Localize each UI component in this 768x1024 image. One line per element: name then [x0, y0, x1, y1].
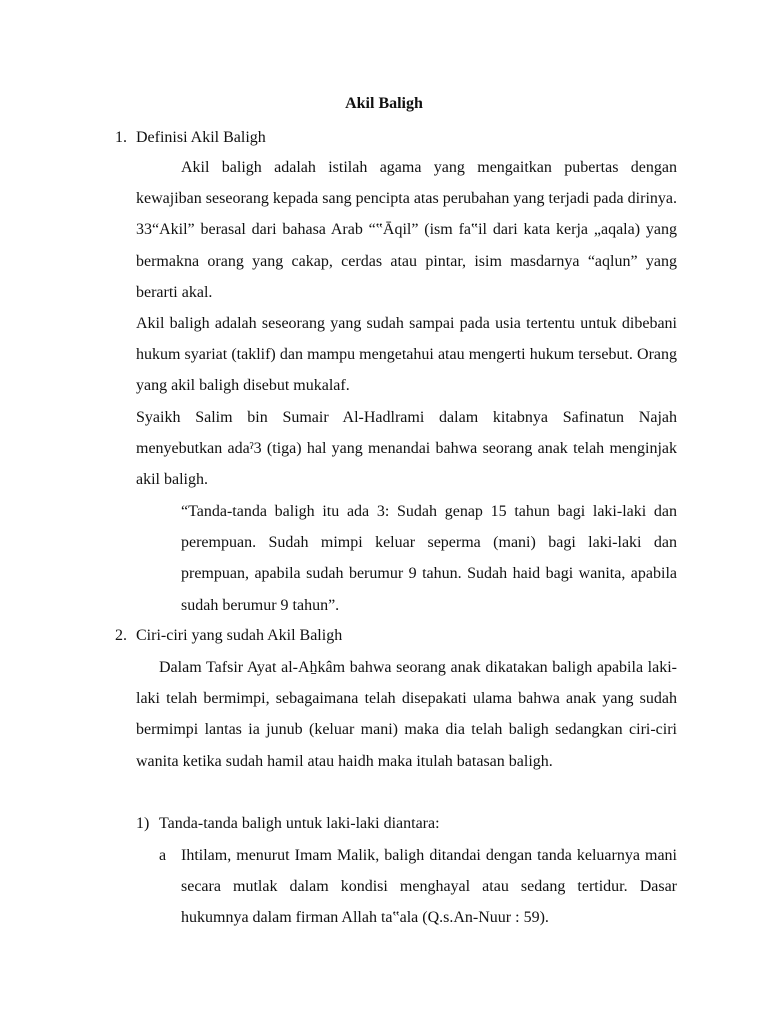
section-1-number: 1. [115, 129, 127, 146]
item-a-text: Ihtilam, menurut Imam Malik, baligh ditandai dengan tanda keluarnya mani secara mutlak dalam kondisi menghayal atau sedang tertidur. Dasar hukumnya dalam firman Allah ta‟ala (Q.s.An-Nuur : 59). [181, 847, 677, 927]
section-1-paragraph-1: Akil baligh adalah istilah agama yang mengaitkan pubertas dengan kewajiban seseorang kepada sang pencipta atas perubahan yang terjadi pada dirinya. 33“Akil” berasal dari bahasa Arab “‟Āqil” (ism fa‟il dari kata kerja „aqala) yang bermakna orang yang cakap, cerdas atau pintar, isim masdarnya “aqlun” yang berarti akal. [136, 159, 677, 301]
section-2-number: 2. [115, 627, 127, 644]
section-1-paragraph-3: Syaikh Salim bin Sumair Al-Hadlrami dalam kitabnya Safinatun Najah menyebutkan adaˀ3 (tiga) hal yang menandai bahwa seorang anak telah menginjak akil baligh. [136, 409, 677, 489]
section-1-heading: Definisi Akil Baligh [136, 129, 266, 146]
section-2-paragraph-1: Dalam Tafsir Ayat al-Aẖkâm bahwa seorang anak dikatakan baligh apabila laki-laki telah bermimpi, sebagaimana telah disepakati ulama bahwa anak yang sudah bermimpi lantas ia junub (keluar mani) maka dia telah baligh sedangkan ciri-ciri wanita ketika sudah hamil atau haidh maka itulah batasan baligh. [136, 659, 677, 770]
section-1-paragraph-2: Akil baligh adalah seseorang yang sudah sampai pada usia tertentu untuk dibebani hukum syariat (taklif) dan mampu mengetahui atau mengerti hukum tersebut. Orang yang akil baligh disebut mukalaf. [136, 315, 677, 395]
item-a-marker: a [159, 847, 167, 864]
page-title: Akil Baligh [345, 95, 423, 112]
section-1-quote: “Tanda-tanda baligh itu ada 3: Sudah genap 15 tahun bagi laki-laki dan perempuan. Sudah mimpi keluar seperma (mani) bagi laki-laki dan prempuan, apabila sudah berumur 9 tahun. Sudah haid bagi wanita, apabila sudah berumur 9 tahun”. [181, 503, 677, 614]
subsection-1-heading: Tanda-tanda baligh untuk laki-laki diantara: [159, 815, 440, 832]
subsection-1-number: 1) [136, 815, 150, 832]
section-2-heading: Ciri-ciri yang sudah Akil Baligh [136, 627, 343, 644]
